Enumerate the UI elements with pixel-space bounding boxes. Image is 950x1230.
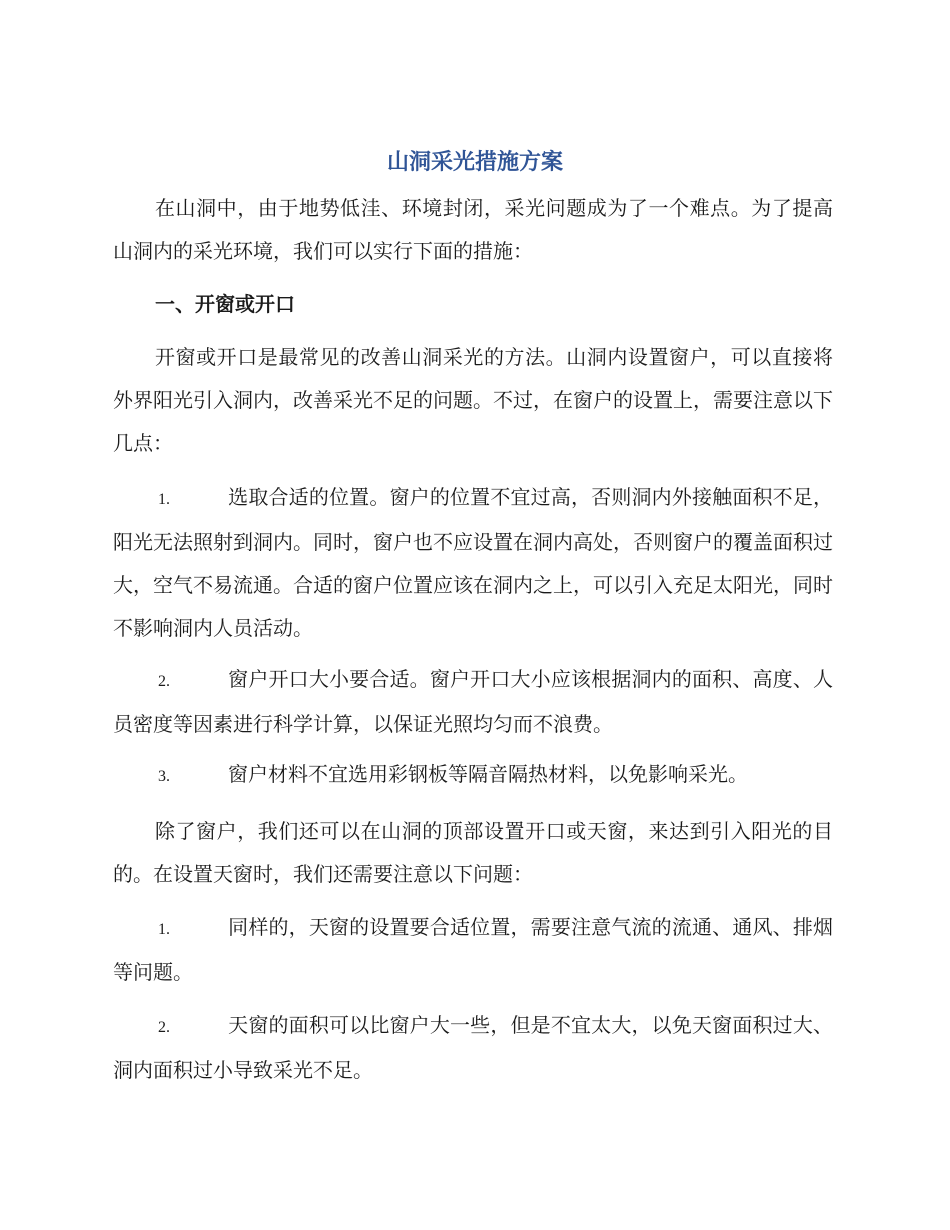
section-paragraph: 开窗或开口是最常见的改善山洞采光的方法。山洞内设置窗户，可以直接将外界阳光引入洞内，改善采光不足的问题。不过，在窗户的设置上，需要注意以下几点： — [113, 345, 833, 455]
list-number: 3. — [158, 768, 170, 785]
list-item-text: 窗户材料不宜选用彩钢板等隔音隔热材料，以免影响采光。 — [228, 762, 748, 786]
list-item — [113, 906, 833, 994]
list-number: 2. — [158, 1019, 170, 1036]
intro-paragraph: 在山洞中，由于地势低洼、环境封闭，采光问题成为了一个难点。为了提高山洞内的采光环境，我们可以实行下面的措施： — [113, 196, 833, 263]
skylight-paragraph: 除了窗户，我们还可以在山洞的顶部设置开口或天窗，来达到引入阳光的目的。在设置天窗时，我们还需要注意以下问题： — [113, 819, 833, 886]
list-item-text: 选取合适的位置。窗户的位置不宜过高，否则洞内外接触面积不足，阳光无法照射到洞内。同时，窗户也不应设置在洞内高处，否则窗户的覆盖面积过大，空气不易流通。合适的窗户位置应该在洞内之上，可以引入充足太阳光，同时不影响洞内人员活动。 — [113, 485, 833, 640]
list-item-text: 窗户开口大小要合适。窗户开口大小应该根据洞内的面积、高度、人员密度等因素进行科学计算，以保证光照均匀而不浪费。 — [113, 667, 833, 736]
list-item — [113, 753, 833, 798]
list-item — [113, 1004, 833, 1092]
section-heading: 一、开窗或开口 — [155, 292, 295, 316]
list-number: 1. — [158, 921, 170, 938]
list-number: 1. — [158, 491, 170, 508]
list-item-text: 天窗的面积可以比窗户大一些，但是不宜太大，以免天窗面积过大、洞内面积过小导致采光不足。 — [113, 1013, 833, 1082]
list-item — [113, 658, 833, 746]
list-item — [113, 476, 833, 650]
list-item-text: 同样的，天窗的设置要合适位置，需要注意气流的流通、通风、排烟等问题。 — [113, 915, 833, 984]
list-number: 2. — [158, 673, 170, 690]
document-title: 山洞采光措施方案 — [386, 150, 563, 175]
